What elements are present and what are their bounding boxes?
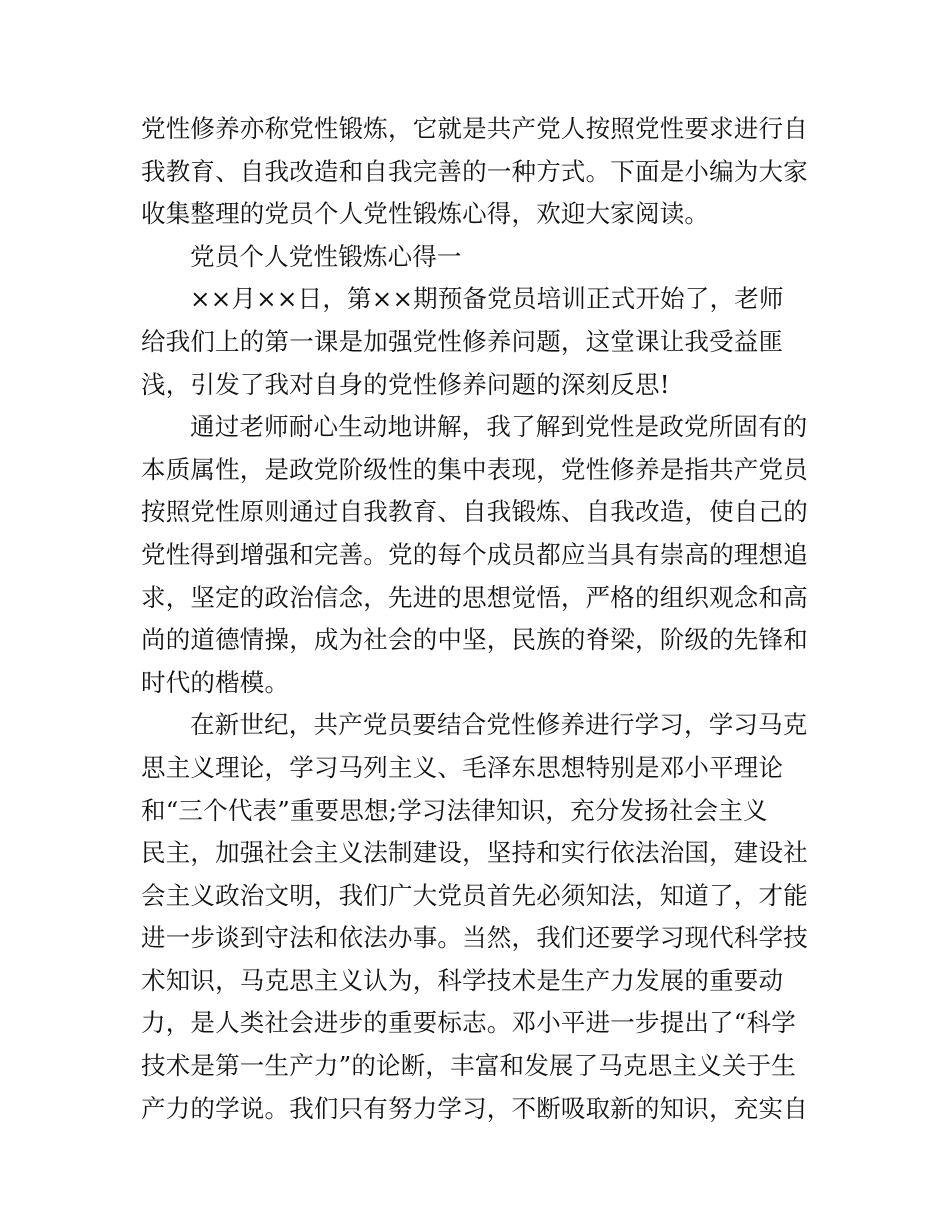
text-line-18: 民主，加强社会主义法制建设，坚持和实行依法治国，建设社 — [141, 838, 808, 868]
text-line-1: 党性修养亦称党性锻炼，它就是共产党人按照党性要求进行自 — [141, 114, 808, 143]
text-line-5: ××月××日，第××期预备党员培训正式开始了，老师 — [190, 284, 784, 314]
text-line-7: 浅，引发了我对自身的党性修养问题的深刻反思! — [141, 369, 670, 399]
text-line-6: 给我们上的第一课是加强党性修养问题，这堂课让我受益匪 — [141, 326, 784, 356]
document-body — [141, 108, 813, 1130]
text-line-21: 术知识，马克思主义认为，科学技术是生产力发展的重要动 — [141, 965, 784, 995]
text-line-13: 尚的道德情操，成为社会的中坚，民族的脊梁，阶级的先锋和 — [141, 625, 808, 655]
text-line-24: 产力的学说。我们只有努力学习，不断吸取新的知识，充实自 — [141, 1093, 808, 1123]
text-line-3: 收集整理的党员个人党性锻炼心得，欢迎大家阅读。 — [141, 199, 710, 229]
text-line-11: 党性得到增强和完善。党的每个成员都应当具有崇高的理想追 — [141, 539, 808, 569]
text-line-9: 本质属性，是政党阶级性的集中表现，党性修养是指共产党员 — [141, 454, 808, 484]
text-line-2: 我教育、自我改造和自我完善的一种方式。下面是小编为大家 — [141, 156, 808, 186]
section-heading: 党员个人党性锻炼心得一 — [190, 241, 462, 271]
text-line-23: 技术是第一生产力”的论断，丰富和发展了马克思主义关于生 — [141, 1051, 796, 1081]
text-line-14: 时代的楷模。 — [141, 667, 290, 697]
text-line-15: 在新世纪，共产党员要结合党性修养进行学习，学习马克 — [190, 710, 808, 740]
text-line-17: 和“三个代表”重要思想;学习法律知识，充分发扬社会主义 — [141, 795, 768, 825]
text-line-10: 按照党性原则通过自我教育、自我锻炼、自我改造，使自己的 — [141, 497, 808, 527]
text-line-16: 思主义理论，学习马列主义、毛泽东思想特别是邓小平理论 — [141, 752, 784, 782]
text-line-22: 力，是人类社会进步的重要标志。邓小平进一步提出了“科学 — [141, 1008, 796, 1038]
text-line-20: 进一步谈到守法和依法办事。当然，我们还要学习现代科学技 — [141, 923, 808, 953]
text-line-8: 通过老师耐心生动地讲解，我了解到党性是政党所固有的 — [190, 412, 808, 442]
text-line-19: 会主义政治文明，我们广大党员首先必须知法，知道了，才能 — [141, 880, 808, 910]
text-line-12: 求，坚定的政治信念，先进的思想觉悟，严格的组织观念和高 — [141, 582, 808, 612]
